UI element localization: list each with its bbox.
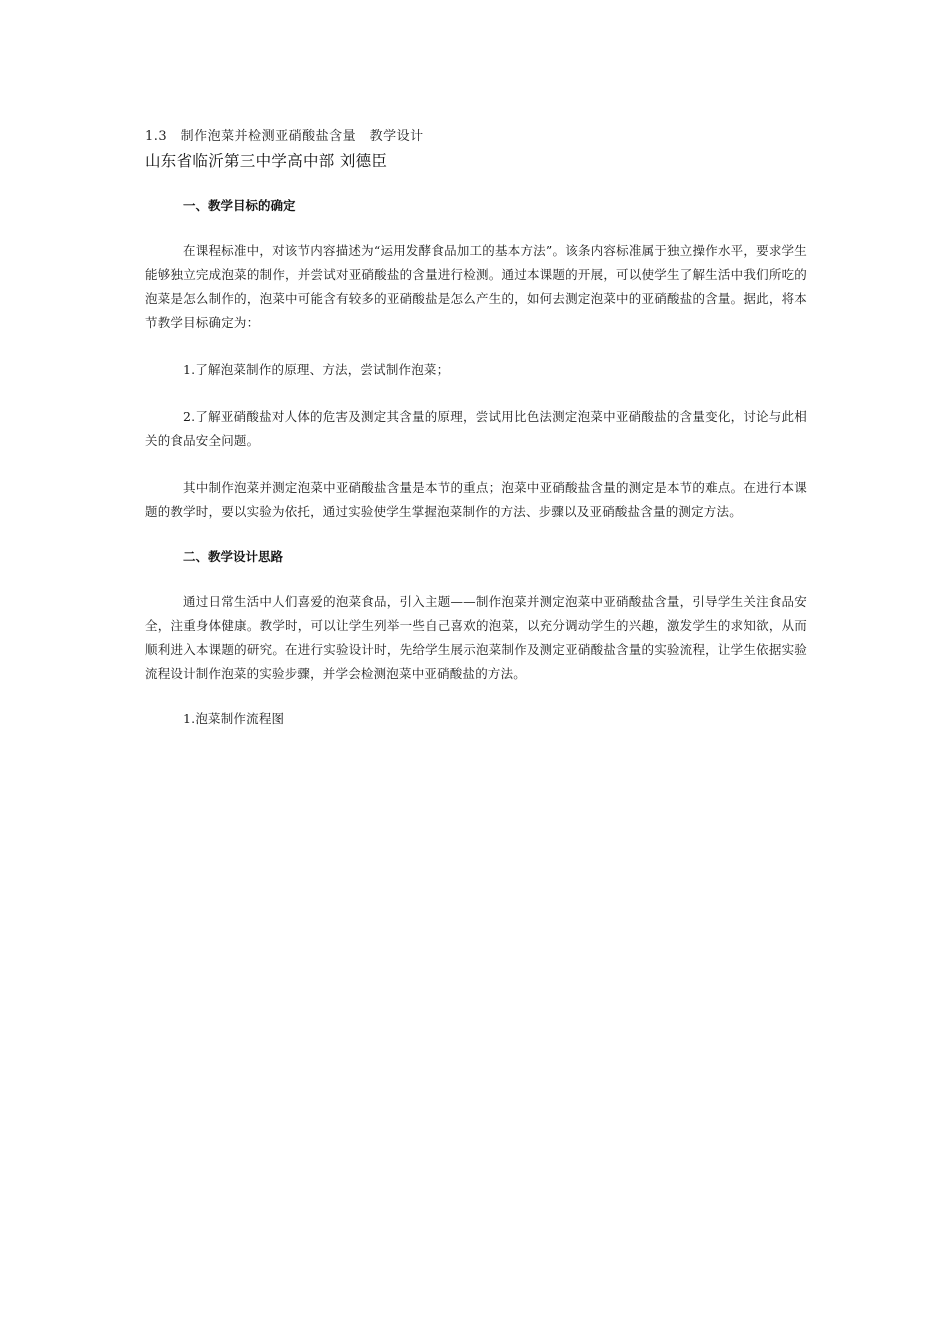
flowchart-caption: 1.泡菜制作流程图: [183, 711, 285, 726]
document-author: 山东省临沂第三中学高中部 刘德臣: [145, 152, 388, 170]
paragraph-key-points: 其中制作泡菜并测定泡菜中亚硝酸盐含量是本节的重点；泡菜中亚硝酸盐含量的测定是本节的难点。在进行本课题的教学时，要以实验为依托，通过实验使学生掌握泡菜制作的方法、步骤以及亚硝酸盐含量的测定方法。: [145, 480, 807, 519]
goal-item-2: 2.了解亚硝酸盐对人体的危害及测定其含量的原理，尝试用比色法测定泡菜中亚硝酸盐的含量变化，讨论与此相关的食品安全问题。: [145, 409, 807, 448]
paragraph-design-ideas: 通过日常生活中人们喜爱的泡菜食品，引入主题——制作泡菜并测定泡菜中亚硝酸盐含量，引导学生关注食品安全，注重身体健康。教学时，可以让学生列举一些自己喜欢的泡菜，以充分调动学生的兴趣，激发学生的求知欲，从而顺利进入本课题的研究。在进行实验设计时，先给学生展示泡菜制作及测定亚硝酸盐含量的实验流程，让学生依据实验流程设计制作泡菜的实验步骤，并学会检测泡菜中亚硝酸盐的方法。: [145, 594, 807, 681]
goal-item-1: 1.了解泡菜制作的原理、方法，尝试制作泡菜；: [183, 362, 450, 377]
paragraph-curriculum-standard: 在课程标准中，对该节内容描述为“运用发酵食品加工的基本方法”。该条内容标准属于独立操作水平，要求学生能够独立完成泡菜的制作，并尝试对亚硝酸盐的含量进行检测。通过本课题的开展，可以使学生了解生活中我们所吃的泡菜是怎么制作的，泡菜中可能含有较多的亚硝酸盐是怎么产生的，如何去测定泡菜中的亚硝酸盐的含量。据此，将本节教学目标确定为：: [145, 243, 807, 330]
section-heading-design: 二、教学设计思路: [183, 549, 284, 564]
document-title: 1.3 制作泡菜并检测亚硝酸盐含量 教学设计: [145, 129, 424, 144]
section-heading-goals: 一、教学目标的确定: [183, 198, 296, 213]
document-page: [145, 127, 807, 731]
